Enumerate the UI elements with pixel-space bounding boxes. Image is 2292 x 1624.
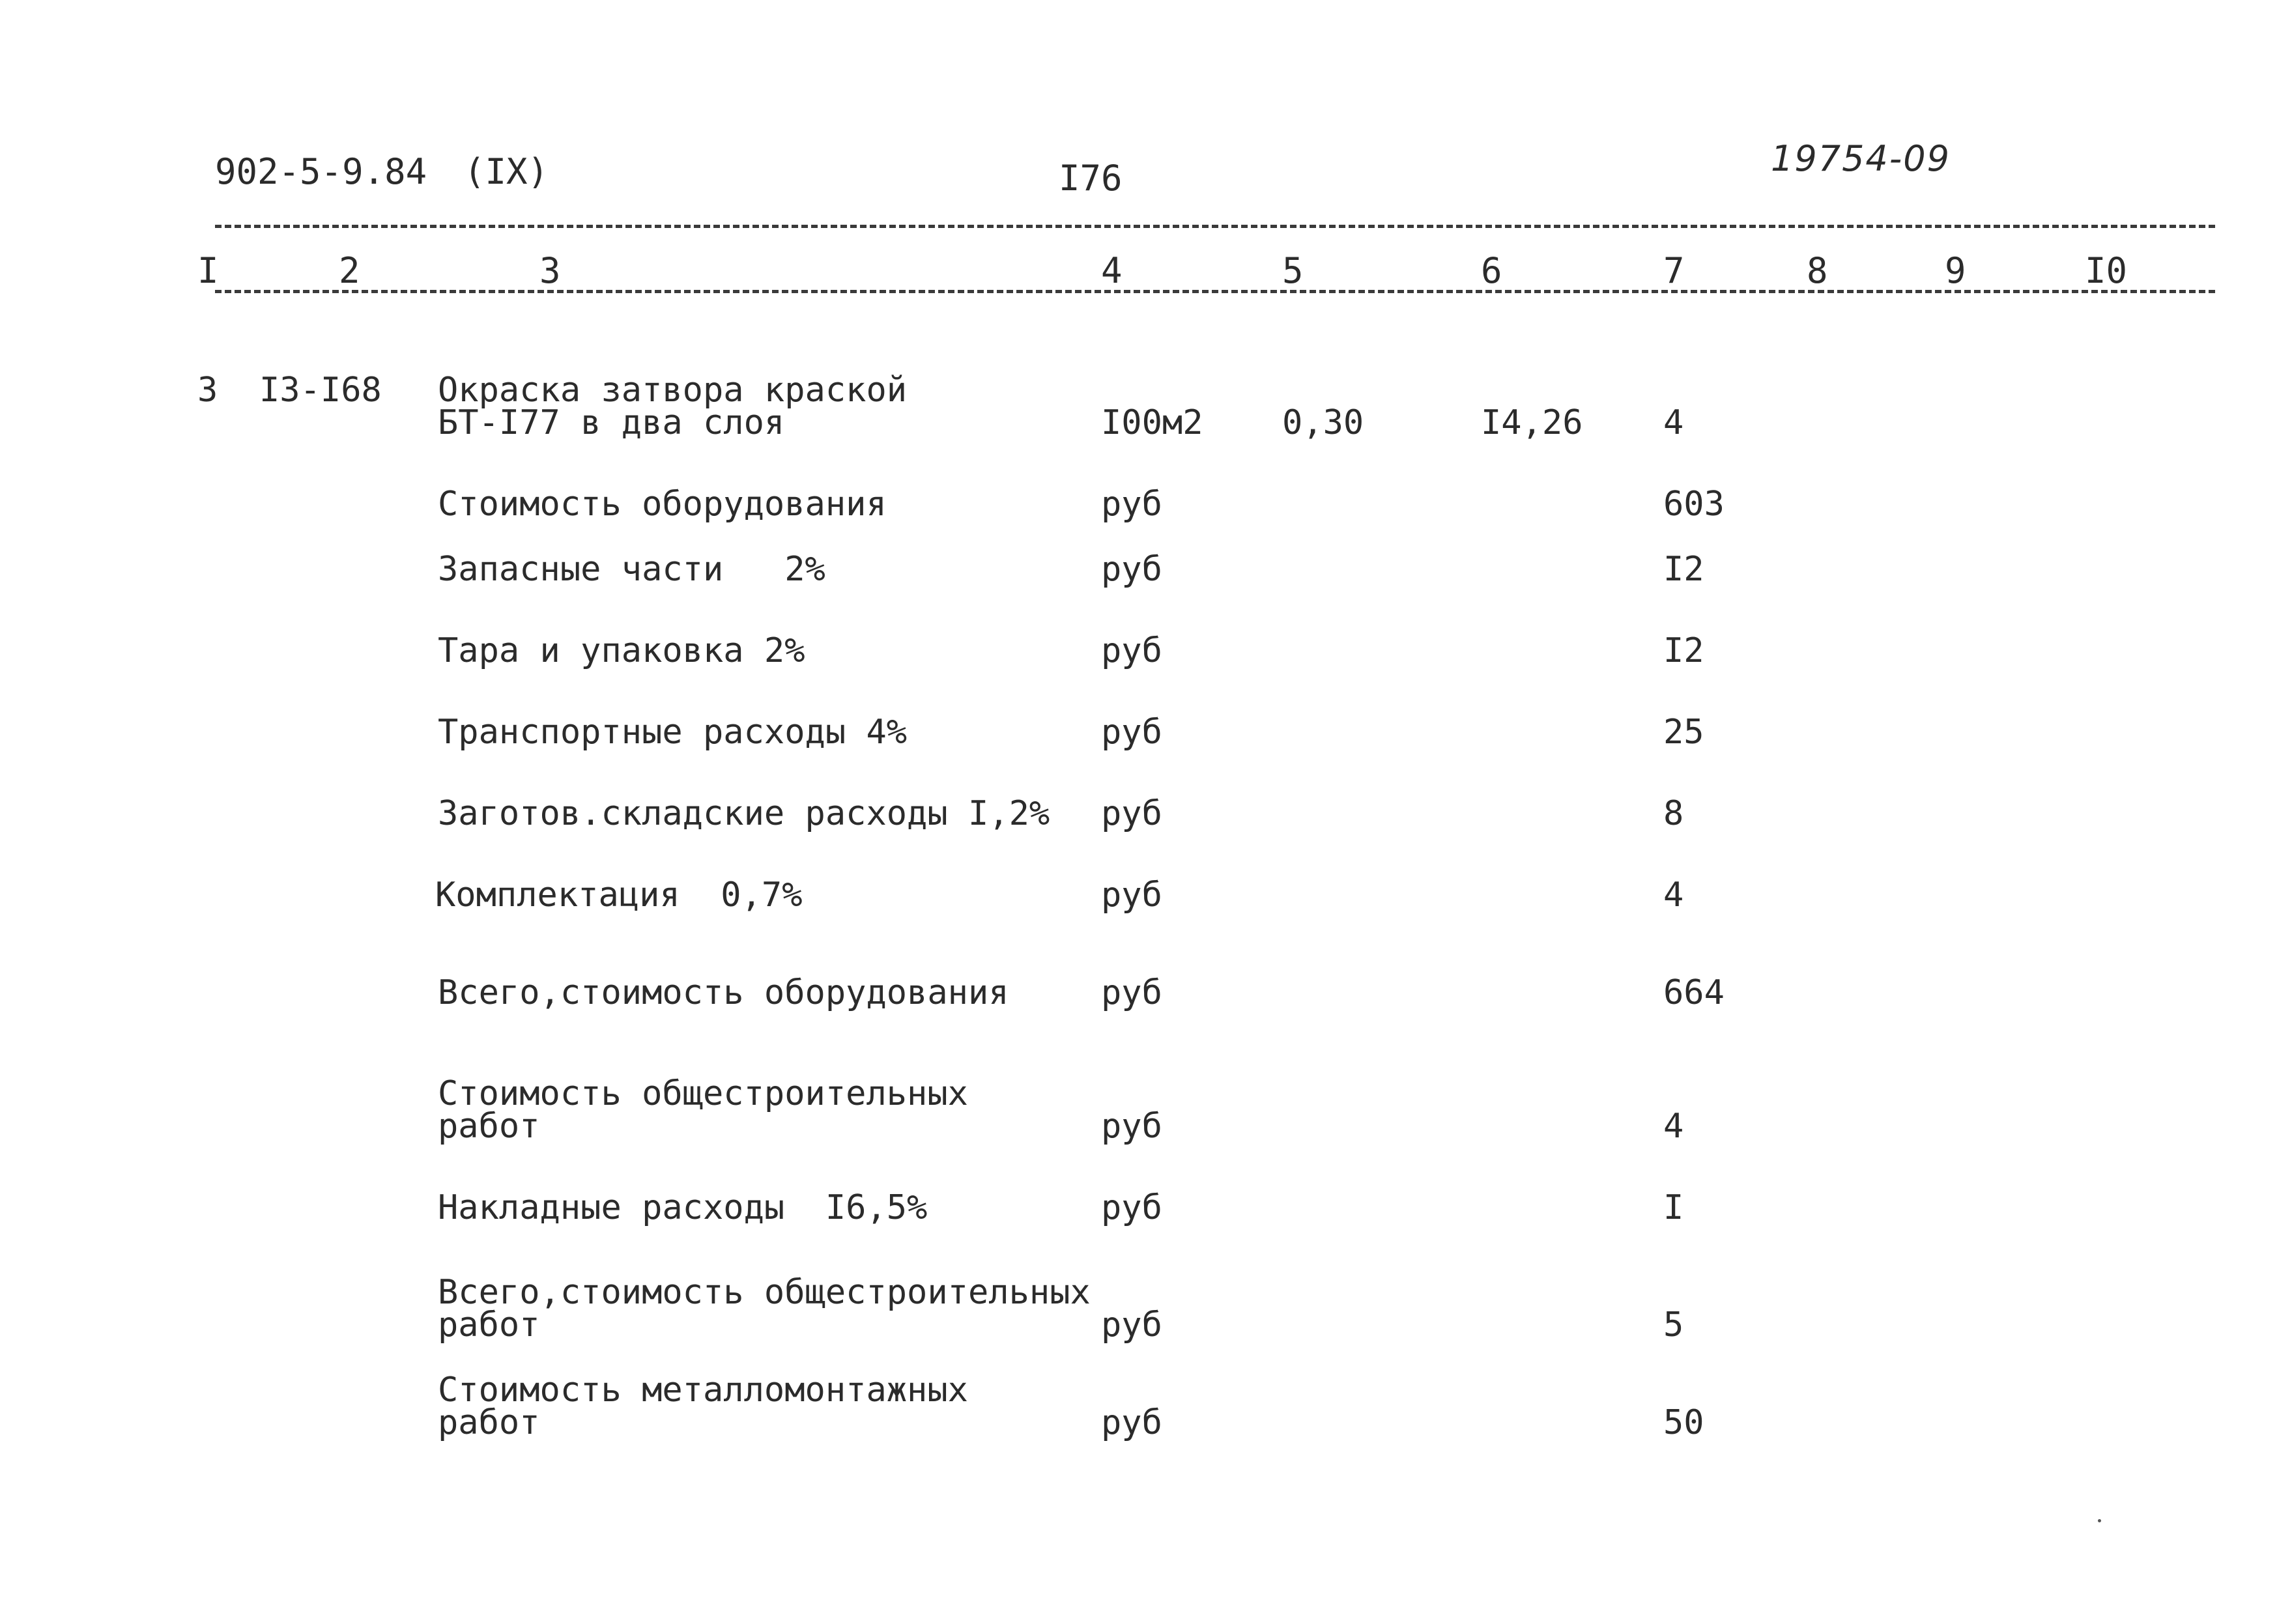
row-unit: руб [1101, 1107, 1162, 1146]
dashed-rule-top [215, 225, 2215, 228]
entry-description-line2: БТ-I77 в два слоя [438, 403, 785, 442]
entry-number: 3 [197, 371, 218, 410]
row-description-line2: работ [438, 1107, 540, 1146]
entry-unit: I00м2 [1101, 403, 1203, 442]
column-number: 2 [339, 250, 360, 291]
entry-price: I4,26 [1481, 403, 1583, 442]
row-unit: руб [1101, 794, 1162, 833]
row-description: Всего,стоимость оборудования [438, 973, 1009, 1012]
row-description-line2: работ [438, 1403, 540, 1442]
row-unit: руб [1101, 1188, 1162, 1227]
scan-speck [2098, 1519, 2101, 1522]
row-unit: руб [1101, 631, 1162, 670]
column-number: 7 [1663, 250, 1685, 291]
row-description: Комплектация 0,7% [435, 876, 803, 915]
row-value: 4 [1663, 876, 1684, 915]
entry-quantity: 0,30 [1282, 403, 1364, 442]
row-value: 5 [1663, 1305, 1684, 1345]
column-number: I [197, 250, 219, 291]
row-unit: руб [1101, 1403, 1162, 1442]
column-number: 4 [1101, 250, 1123, 291]
row-value: I [1663, 1188, 1684, 1227]
entry-description-line1: Окраска затвора краской [438, 371, 908, 410]
row-description: Стоимость оборудования [438, 485, 887, 524]
row-value: I2 [1663, 631, 1704, 670]
row-unit: руб [1101, 876, 1162, 915]
page-number: I76 [1059, 158, 1123, 199]
row-unit: руб [1101, 973, 1162, 1012]
row-description: Транспортные расходы 4% [438, 713, 908, 752]
row-unit: руб [1101, 550, 1162, 589]
row-description-line2: работ [438, 1305, 540, 1345]
column-number: 3 [539, 250, 561, 291]
row-description: Стоимость общестроительных [438, 1074, 968, 1113]
row-value: 4 [1663, 1107, 1684, 1146]
document-code: 902-5-9.84 [215, 151, 427, 192]
column-number: 8 [1807, 250, 1828, 291]
row-description: Запасные части 2% [438, 550, 825, 589]
row-unit: руб [1101, 485, 1162, 524]
row-description: Всего,стоимость общестроительных [438, 1273, 1091, 1312]
entry-code: I3-I68 [259, 371, 382, 410]
column-number: 6 [1481, 250, 1502, 291]
column-number: I0 [2085, 250, 2128, 291]
row-unit: руб [1101, 713, 1162, 752]
row-value: 25 [1663, 713, 1704, 752]
column-number: 9 [1945, 250, 1966, 291]
dashed-rule-bottom [215, 290, 2215, 293]
row-description: Заготов.складские расходы I,2% [438, 794, 1050, 833]
row-description: Тара и упаковка 2% [438, 631, 805, 670]
entry-total: 4 [1663, 403, 1684, 442]
row-value: 8 [1663, 794, 1684, 833]
row-description: Стоимость металломонтажных [438, 1371, 968, 1410]
document-part: (IX) [464, 151, 549, 192]
handwritten-number: 19754-09 [1771, 138, 1951, 179]
row-value: 664 [1663, 973, 1725, 1012]
row-value: I2 [1663, 550, 1704, 589]
row-description: Накладные расходы I6,5% [438, 1188, 928, 1227]
row-unit: руб [1101, 1305, 1162, 1345]
column-number: 5 [1282, 250, 1304, 291]
row-value: 50 [1663, 1403, 1704, 1442]
row-value: 603 [1663, 485, 1725, 524]
